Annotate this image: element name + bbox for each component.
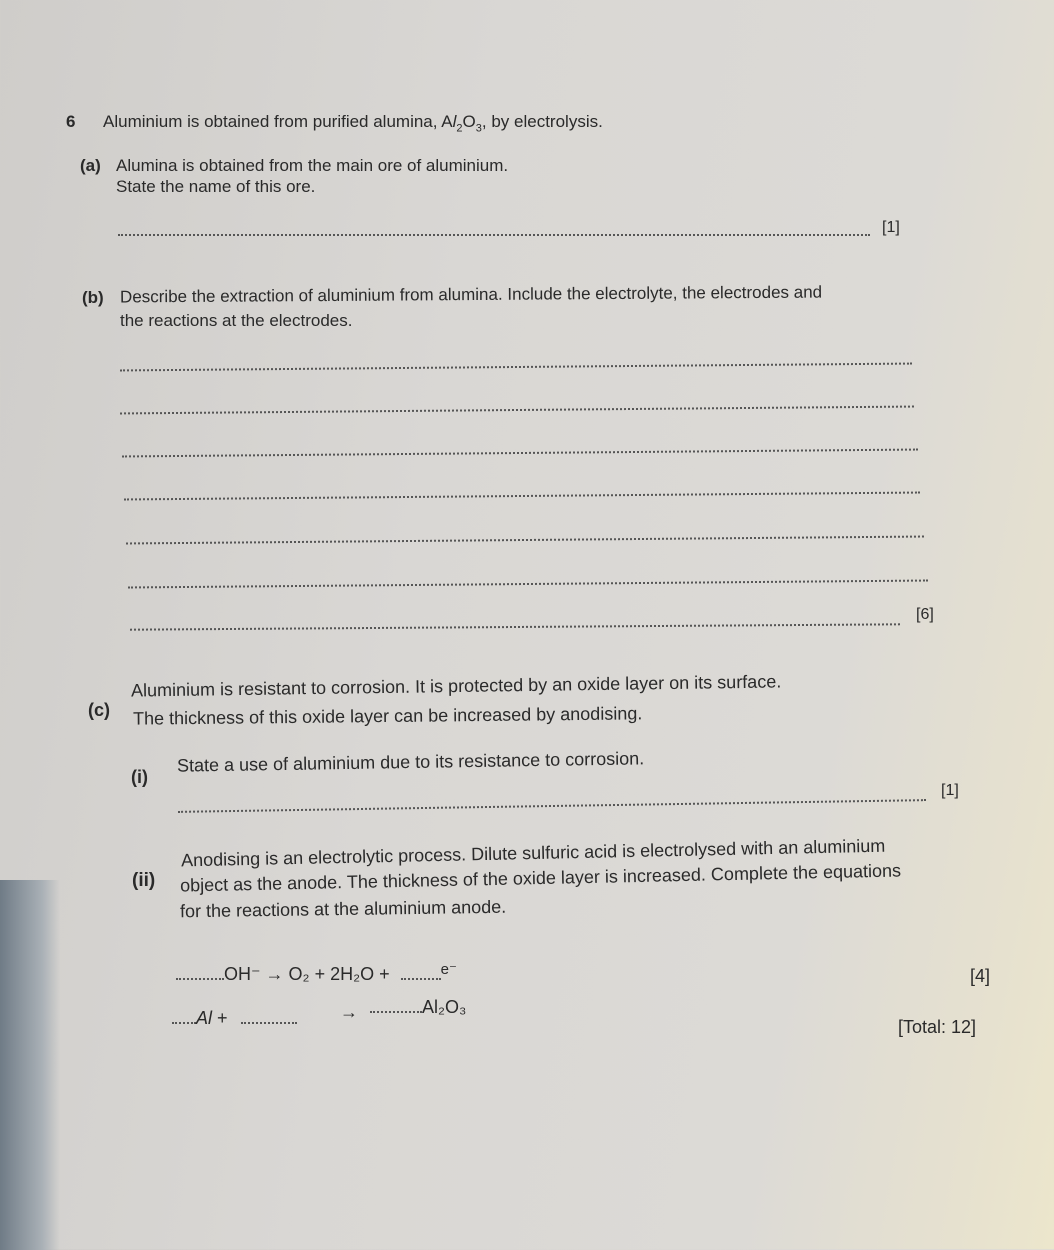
part-c-label: (c): [88, 700, 110, 720]
blank-al-coefficient[interactable]: [172, 1022, 196, 1024]
eq1-product-oxygen: O₂: [288, 964, 310, 984]
intro-text-end: , by electrolysis.: [481, 112, 603, 131]
total-marks: [Total: 12]: [898, 1017, 977, 1037]
blank-al2o3-coefficient[interactable]: [370, 1011, 422, 1013]
eq1-product-water: 2H₂O: [330, 964, 375, 984]
marks-a: [1]: [882, 219, 900, 236]
eq2-reactant: Al: [196, 1008, 213, 1028]
formula-alumina: $Al_2O_3$: [441, 112, 482, 135]
answer-line-b5[interactable]: [126, 536, 924, 545]
part-cii-line1: Anodising is an electrolytic process. Dilute sulfuric acid is electrolysed with an aluminium: [180, 835, 886, 871]
equation-2: [172, 1008, 297, 1029]
blank-second-reactant[interactable]: [241, 1022, 297, 1024]
blank-electron-coefficient[interactable]: [401, 978, 441, 980]
eq1-reactant: OH⁻: [224, 964, 261, 984]
answer-line-b7[interactable]: [130, 623, 900, 630]
part-b-line2: the reactions at the electrodes.: [120, 311, 353, 330]
answer-line-b1[interactable]: [120, 363, 912, 372]
eq2-product-group: [370, 997, 466, 1018]
eq1-arrow: →: [265, 964, 284, 984]
background-shadow: [0, 880, 60, 1250]
part-ci-label: (i): [131, 767, 148, 787]
part-a-line2: State the name of this ore.: [116, 177, 316, 196]
answer-line-b3[interactable]: [122, 449, 918, 458]
eq2-arrow: →: [340, 1002, 358, 1022]
part-b-label: (b): [82, 288, 104, 307]
part-c-line1: Aluminium is resistant to corrosion. It is protected by an oxide layer on its surface.: [130, 671, 782, 701]
marks-b: [6]: [916, 606, 934, 623]
part-cii-line2: object as the anode. The thickness of the oxide layer is increased. Complete the equations: [179, 860, 902, 896]
part-a-label: (a): [80, 156, 101, 175]
part-b-line1: Describe the extraction of aluminium from alumina. Include the electrolyte, the electrodes and: [119, 282, 823, 307]
answer-line-ci[interactable]: [178, 799, 926, 813]
part-ci-text: State a use of aluminium due to its resistance to corrosion.: [176, 748, 645, 776]
eq1-plus-2: +: [379, 964, 390, 984]
eq1-electrons: e⁻: [440, 961, 457, 978]
blank-oh-coefficient[interactable]: [176, 978, 224, 980]
answer-line-b4[interactable]: [124, 492, 920, 501]
part-cii-label: (ii): [132, 870, 156, 891]
eq2-plus: +: [217, 1008, 228, 1028]
answer-line-a[interactable]: [118, 234, 870, 236]
answer-line-b6[interactable]: [128, 580, 928, 589]
answer-line-b2[interactable]: [120, 406, 914, 415]
marks-cii: [4]: [970, 966, 991, 986]
question-intro: [103, 112, 603, 134]
part-c-line2: The thickness of this oxide layer can be increased by anodising.: [132, 703, 643, 729]
intro-text: Aluminium is obtained from purified alumina,: [103, 112, 442, 131]
equation-1: [176, 960, 457, 985]
part-a-line1: Alumina is obtained from the main ore of aluminium.: [116, 156, 509, 175]
eq1-plus: +: [314, 964, 326, 984]
part-cii-line3: for the reactions at the aluminium anode.: [179, 896, 507, 922]
eq2-product: Al₂O₃: [422, 997, 467, 1017]
marks-ci: [1]: [941, 782, 959, 799]
question-number: 6: [66, 112, 76, 131]
